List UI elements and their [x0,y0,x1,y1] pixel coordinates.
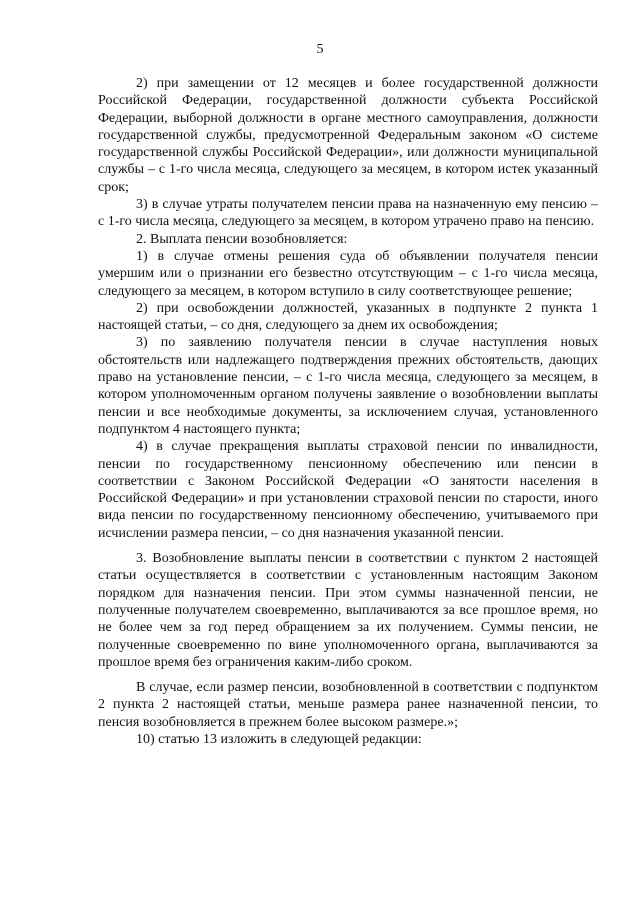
paragraph-resume-subpoint-3: 3) по заявлению получателя пенсии в случае наступления новых обстоятельств или надлежащего подтверждения прежних обстоятельств, дающих право на установление пенсии, – с 1-го числа месяца, следующего за месяцем, в котором уполномоченным органом получены заявление о возобновлении выплаты пенсии и все необходимые документы, за исключением случая, установленного подпунктом 4 настоящего пункта; [98,335,598,437]
paragraph-article-13-amendment: 10) статью 13 изложить в следующей редакции: [136,731,422,747]
paragraph-resume-subpoint-4: 4) в случае прекращения выплаты страховой пенсии по инвалидности, пенсии по государственному пенсионному обеспечению или пенсии в соответствии с Законом Российской Федерации «О занятости населения в Российской Федерации» и при установлении страховой пенсии по старости, иного вида пенсии по государственному пенсионному обеспечению, учитываемого при исчислении размера пенсии, – со дня назначения указанной пенсии. [98,439,598,541]
paragraph-resume-subpoint-1: 1) в случае отмены решения суда об объявлении получателя пенсии умершим или о признании его безвестно отсутствующим – с 1-го числа месяца, следующего за месяцем, в котором вступило в силу соответствующее решение; [98,248,598,299]
page-number: 5 [316,42,324,57]
paragraph-higher-size-case: В случае, если размер пенсии, возобновленной в соответствии с подпунктом 2 пункта 2 настоящей статьи, меньше размера ранее назначенной пенсии, то пенсия возобновляется в прежнем более высоком размере.»; [98,680,598,730]
paragraph-subpoint-2-replacement: 2) при замещении от 12 месяцев и более государственной должности Российской Федерации, государственной должности субъекта Российской Федерации, выборной должности в органе местного самоуправления, должности государственной службы, предусмотренной Федеральным законом «О системе государственной службы Российской Федерации», или должности муниципальной службы – с 1-го числа месяца, следующего за месяцем, в котором истек указанный срок; [98,76,598,195]
paragraph-resume-subpoint-2: 2) при освобождении должностей, указанных в подпункте 2 пункта 1 настоящей статьи, – со дня, следующего за днем их освобождения; [98,300,598,334]
paragraph-point-2-heading: 2. Выплата пенсии возобновляется: [136,231,348,247]
paragraph-point-3: 3. Возобновление выплаты пенсии в соответствии с пунктом 2 настоящей статьи осуществляется в соответствии с установленным настоящим Законом порядком для назначения пенсии. При этом суммы назначенной пенсии, не полученные получателем своевременно, выплачиваются за все прошлое время, но не более чем за год перед обращением за их получением. Суммы пенсии, не полученные своевременно по вине уполномоченного органа, выплачиваются за прошлое время без ограничения каким-либо сроком. [98,551,598,670]
paragraph-subpoint-3-loss-of-right: 3) в случае утраты получателем пенсии права на назначенную ему пенсию – с 1-го числа месяца, следующего за месяцем, в котором утрачено право на пенсию. [98,197,598,230]
document-body [98,75,598,748]
